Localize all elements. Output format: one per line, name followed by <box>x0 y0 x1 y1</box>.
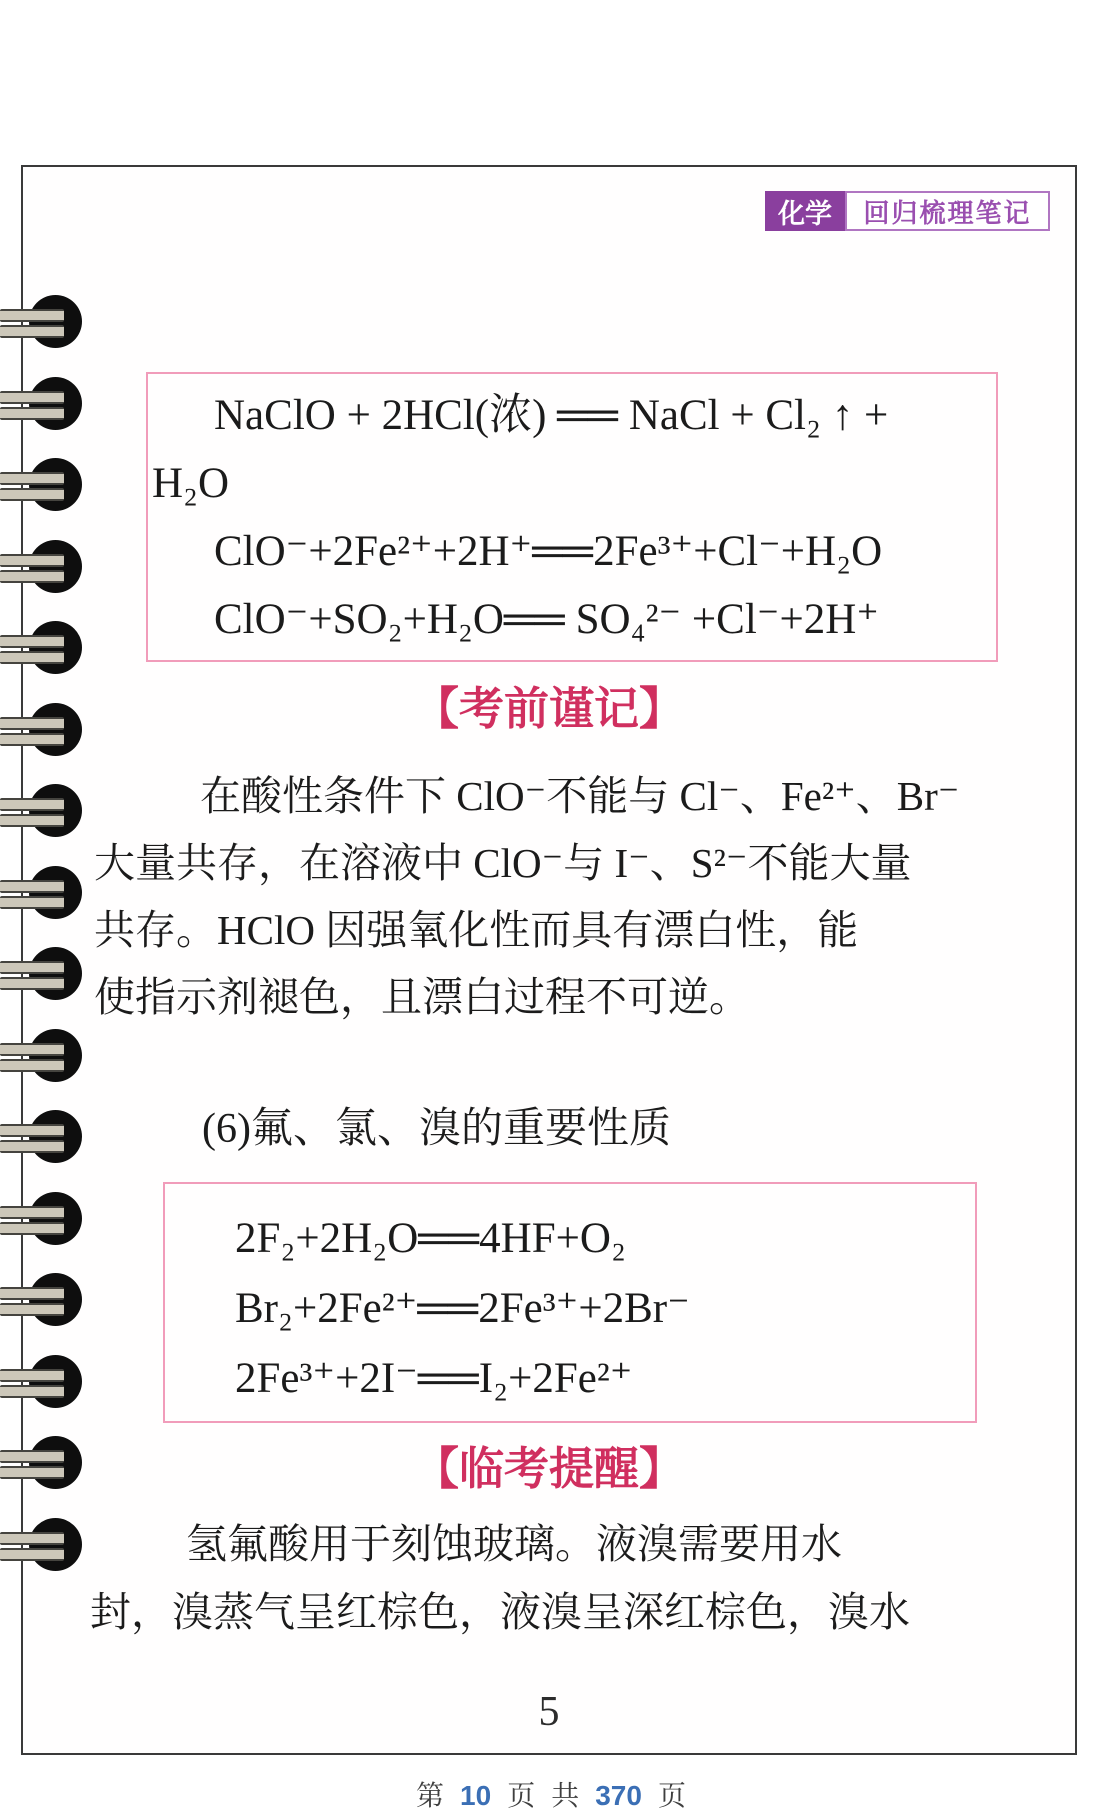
ring-wire-icon <box>0 309 64 322</box>
equation-line: ClO⁻+SO₂+H₂O══ SO₄²⁻ +Cl⁻+2H⁺ <box>214 596 879 643</box>
ring-wire-icon <box>0 1206 64 1219</box>
binding-ring-icon <box>0 293 84 351</box>
equation-line: ClO⁻+2Fe²⁺+2H⁺══2Fe³⁺+Cl⁻+H₂O <box>214 528 883 575</box>
binding-ring-icon <box>0 1271 84 1329</box>
footer-total-pages: 370 <box>595 1780 642 1810</box>
ring-wire-icon <box>0 554 64 567</box>
ring-wire-icon <box>0 325 64 338</box>
ring-wire-icon <box>0 1385 64 1398</box>
ring-wire-icon <box>0 635 64 648</box>
binding-ring-icon <box>0 538 84 596</box>
ring-wire-icon <box>0 570 64 583</box>
ring-wire-icon <box>0 1140 64 1153</box>
ring-wire-icon <box>0 1059 64 1072</box>
subject-badge: 化学 <box>765 191 845 231</box>
ring-wire-icon <box>0 391 64 404</box>
footer-label: 第 <box>416 1780 445 1810</box>
note-paragraph-1 <box>94 763 1024 1031</box>
binding-ring-icon <box>0 1027 84 1085</box>
printed-page-number: 5 <box>538 1689 560 1735</box>
binding-ring-icon <box>0 701 84 759</box>
binding-ring-icon <box>0 864 84 922</box>
ring-wire-icon <box>0 798 64 811</box>
ring-wire-icon <box>0 1124 64 1137</box>
ring-wire-icon <box>0 488 64 501</box>
equation-line: Br₂+2Fe²⁺══2Fe³⁺+2Br⁻ <box>235 1285 690 1332</box>
paragraph-line: 共存。HClO 因强氧化性而具有漂白性，能 <box>94 907 859 953</box>
footer-page-indicator <box>0 1774 1102 1810</box>
note-paragraph-2 <box>90 1510 1040 1646</box>
ring-wire-icon <box>0 1369 64 1382</box>
ring-wire-icon <box>0 1287 64 1300</box>
paragraph-line: 在酸性条件下 ClO⁻不能与 Cl⁻、Fe²⁺、Br⁻ <box>200 773 960 819</box>
series-title-badge: 回归梳理笔记 <box>845 191 1050 231</box>
binding-ring-icon <box>0 945 84 1003</box>
footer-current-page: 10 <box>460 1780 492 1810</box>
footer-label: 共 <box>551 1780 580 1810</box>
ring-wire-icon <box>0 1043 64 1056</box>
paragraph-line: 大量共存，在溶液中 ClO⁻与 I⁻、S²⁻不能大量 <box>94 840 912 886</box>
paragraph-line: 氢氟酸用于刻蚀玻璃。液溴需要用水 <box>186 1521 842 1567</box>
equation-line: 2F₂+2H₂O══4HF+O₂ <box>235 1215 626 1262</box>
ring-wire-icon <box>0 1450 64 1463</box>
ring-wire-icon <box>0 814 64 827</box>
binding-ring-icon <box>0 456 84 514</box>
ring-wire-icon <box>0 1548 64 1561</box>
binding-ring-icon <box>0 1190 84 1248</box>
section-heading-6: (6)氟、氯、溴的重要性质 <box>202 1106 671 1152</box>
equation-line: 2Fe³⁺+2I⁻══I₂+2Fe²⁺ <box>235 1355 633 1402</box>
equation-line: H₂O <box>152 460 230 507</box>
note-title-exam-reminder: 【考前谨记】 <box>413 683 684 734</box>
ring-wire-icon <box>0 472 64 485</box>
equation-box-halogens <box>163 1182 977 1423</box>
binding-ring-icon <box>0 1108 84 1166</box>
paragraph-line: 使指示剂褪色，且漂白过程不可逆。 <box>94 974 750 1020</box>
binding-ring-icon <box>0 1516 84 1574</box>
ring-wire-icon <box>0 407 64 420</box>
note-title-pre-exam-alert: 【临考提醒】 <box>413 1443 684 1494</box>
equation-line: NaClO + 2HCl(浓) ══ NaCl + Cl₂ ↑ + <box>214 392 889 439</box>
ring-wire-icon <box>0 1466 64 1479</box>
footer-label: 页 <box>507 1780 536 1810</box>
equation-box-chlorine <box>146 372 998 662</box>
ring-wire-icon <box>0 896 64 909</box>
binding-ring-icon <box>0 782 84 840</box>
binding-ring-icon <box>0 1434 84 1492</box>
ring-wire-icon <box>0 651 64 664</box>
ring-wire-icon <box>0 880 64 893</box>
spiral-binding <box>0 0 90 1810</box>
binding-ring-icon <box>0 375 84 433</box>
ring-wire-icon <box>0 961 64 974</box>
footer-label: 页 <box>657 1780 686 1810</box>
ring-wire-icon <box>0 977 64 990</box>
ring-wire-icon <box>0 1303 64 1316</box>
page-header <box>765 191 1050 231</box>
ring-wire-icon <box>0 733 64 746</box>
paragraph-line: 封，溴蒸气呈红棕色，液溴呈深红棕色，溴水 <box>90 1589 910 1635</box>
ring-wire-icon <box>0 1222 64 1235</box>
ring-wire-icon <box>0 1532 64 1545</box>
binding-ring-icon <box>0 619 84 677</box>
binding-ring-icon <box>0 1353 84 1411</box>
ring-wire-icon <box>0 717 64 730</box>
